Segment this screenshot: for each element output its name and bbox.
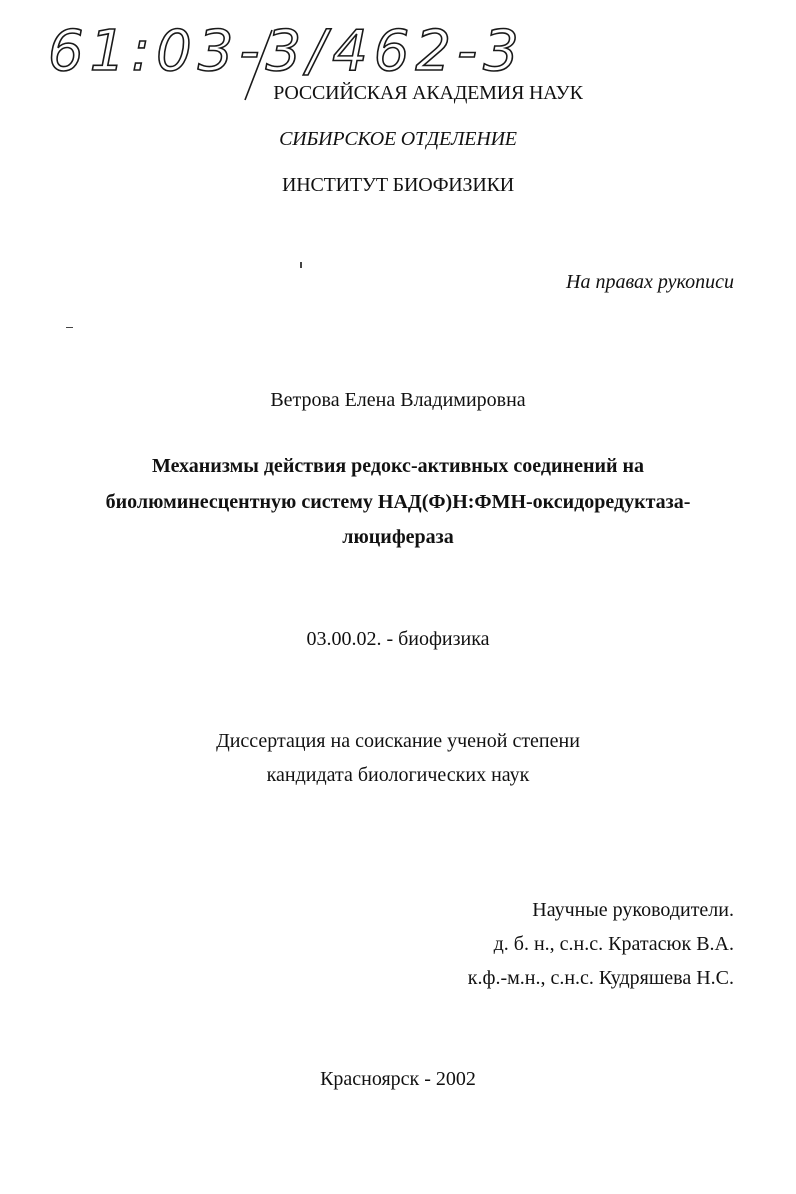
thesis-title-line-1: Механизмы действия редокс-активных соединений на <box>151 455 645 477</box>
scan-speck <box>300 262 302 268</box>
supervisor-2: к.ф.-м.н., с.н.с. Кудряшева Н.С. <box>467 967 734 989</box>
handwritten-code-text: 61:03-3/462-3 <box>48 19 525 84</box>
manuscript-rights-note: На правах рукописи <box>566 271 734 293</box>
supervisors-heading: Научные руководители. <box>532 899 734 921</box>
author-name: Ветрова Елена Владимировна <box>270 389 526 411</box>
degree-line-2: кандидата биологических наук <box>266 764 530 786</box>
thesis-title-line-2: биолюминесцентную систему НАД(Ф)Н:ФМН-оксидоредуктаза- <box>105 491 691 513</box>
supervisor-1: д. б. н., с.н.с. Кратасюк В.А. <box>493 933 734 955</box>
specialty-code: 03.00.02. - биофизика <box>306 628 490 650</box>
division-name: СИБИРСКОЕ ОТДЕЛЕНИЕ <box>279 128 517 150</box>
degree-line-1: Диссертация на соискание ученой степени <box>216 730 580 752</box>
city-year: Красноярск - 2002 <box>320 1068 476 1090</box>
thesis-title-line-3: люцифераза <box>342 526 454 548</box>
academy-name: РОССИЙСКАЯ АКАДЕМИЯ НАУК <box>273 82 583 104</box>
institute-name: ИНСТИТУТ БИОФИЗИКИ <box>282 174 514 196</box>
scan-speck <box>66 327 73 328</box>
